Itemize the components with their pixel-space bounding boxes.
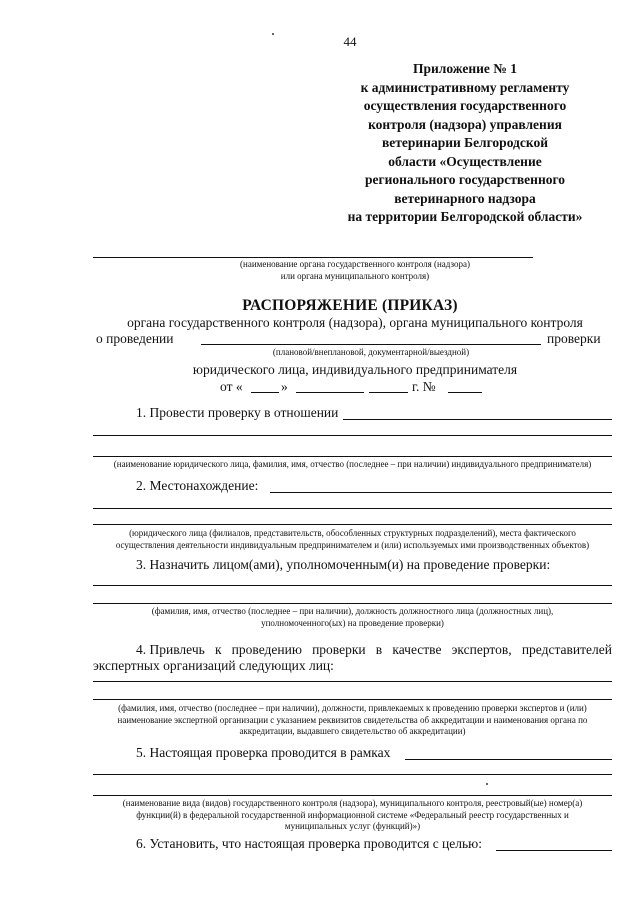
item1-caption: (наименование юридического лица, фамилия, имя, отчество (последнее – при наличии) индивидуального предпринимателя) <box>113 459 592 469</box>
item4-line-1 <box>136 642 612 658</box>
date-month-field[interactable] <box>296 392 364 393</box>
item5-caption-line: муниципальных услуг (функций)») <box>284 821 421 831</box>
appendix-line: ветеринарного надзора <box>394 190 536 206</box>
authority-name-line[interactable] <box>93 257 533 258</box>
appendix-line: Приложение № 1 <box>413 61 517 76</box>
item4-line-b[interactable] <box>93 699 612 700</box>
appendix-line: на территории Белгородской области» <box>347 209 583 224</box>
item2-inline-field[interactable] <box>270 492 612 493</box>
item2-caption-line: (юридического лица (филиалов, представительств, обособленных структурных подразделений), места фактического <box>129 528 576 538</box>
authority-caption <box>180 259 530 282</box>
scan-speck <box>486 783 488 785</box>
item2-line-2[interactable] <box>93 508 612 509</box>
inspection-type-field[interactable] <box>201 344 541 345</box>
item6-inline-field[interactable] <box>496 850 612 851</box>
authority-caption-line: или органа муниципального контроля) <box>280 270 430 281</box>
item4-word: экспертов, <box>451 642 512 657</box>
item3-text: 3. Назначить лицом(ами), уполномоченным(и) на проведение проверки: <box>136 557 551 572</box>
appendix-line: области «Осуществление <box>388 153 542 169</box>
item5-caption-line: (наименование вида (видов) государственного контроля (надзора), муниципального контроля, реестровый(ые) номер(а) <box>122 798 583 808</box>
date-day-field[interactable] <box>251 392 279 393</box>
item2-caption-line: осуществления деятельности индивидуальным предпринимателем и (или) используемых ими производственных объектов) <box>115 539 590 550</box>
item1-line-2[interactable] <box>93 435 612 436</box>
inspection-type-caption: (плановой/внеплановой, документарной/выездной) <box>272 347 470 357</box>
date-year-suffix: г. № <box>412 379 436 394</box>
item4-caption-line: аккредитации, выдавшего свидетельство об аккредитации) <box>239 726 466 736</box>
appendix-line: осуществления государственного <box>363 98 567 113</box>
document-subtitle: органа государственного контроля (надзора), органа муниципального контроля <box>127 315 583 330</box>
item4-word: проверки <box>312 642 366 657</box>
item3-line-1[interactable] <box>93 585 612 586</box>
item1-line-3[interactable] <box>93 456 612 457</box>
item4-line-2: экспертных организаций следующих лиц: <box>93 658 334 673</box>
item3-caption-line: (фамилия, имя, отчество (последнее – при наличии), должность должностного лица (должностных лиц), <box>151 606 554 616</box>
appendix-header <box>300 60 630 227</box>
item1-inline-field[interactable] <box>343 419 612 420</box>
date-from-label: от « <box>220 379 243 394</box>
conducting-suffix: проверки <box>547 331 601 346</box>
item3-line-2[interactable] <box>93 603 612 604</box>
item5-line-2[interactable] <box>93 774 612 775</box>
item5-caption-line: функции(й) в федеральной государственной информационной системе «Федеральный реестр государственных и <box>136 809 569 820</box>
item4-caption-line: наименование экспертной организации с указанием реквизитов свидетельства об аккредитации и наименования органа по <box>117 714 588 725</box>
item1-text: 1. Провести проверку в отношении <box>136 405 339 420</box>
date-year-field[interactable] <box>369 392 408 393</box>
appendix-line: к административному регламенту <box>360 79 570 95</box>
item4-word: представителей <box>521 642 612 657</box>
item4-word: к <box>214 642 222 657</box>
item5-inline-field[interactable] <box>405 759 612 760</box>
conducting-prefix: о проведении <box>96 331 174 346</box>
item4-caption <box>93 703 612 738</box>
appendix-line: регионального государственного <box>364 172 566 187</box>
item4-word: в <box>375 642 383 657</box>
item3-caption-line: уполномоченного(ых) на проведение проверки) <box>261 617 444 628</box>
entity-line: юридического лица, индивидуального предпринимателя <box>192 362 518 377</box>
item5-caption <box>93 798 612 833</box>
item4-line-a[interactable] <box>93 681 612 682</box>
scan-speck <box>272 33 274 35</box>
item5-line-3[interactable] <box>93 795 612 796</box>
item2-text: 2. Местонахождение: <box>136 478 259 493</box>
item5-text: 5. Настоящая проверка проводится в рамках <box>136 745 391 760</box>
document-title: РАСПОРЯЖЕНИЕ (ПРИКАЗ) <box>242 297 458 314</box>
authority-caption-line: (наименование органа государственного контроля (надзора) <box>240 259 470 269</box>
item4-word: 4. Привлечь <box>136 642 205 657</box>
order-number-field[interactable] <box>448 392 482 393</box>
item6-text: 6. Установить, что настоящая проверка проводится с целью: <box>136 836 483 851</box>
item3-caption <box>93 606 612 629</box>
item2-line-3[interactable] <box>93 524 612 525</box>
item2-caption <box>93 528 612 551</box>
date-close-quote: » <box>281 379 288 394</box>
page-number: 44 <box>343 34 357 49</box>
item4-word: качестве <box>392 642 442 657</box>
item4-caption-line: (фамилия, имя, отчество (последнее – при наличии), должности, привлекаемых к проведению проверки экспертов и (или) <box>118 703 587 713</box>
appendix-line: ветеринарии Белгородской <box>381 135 548 150</box>
appendix-line: контроля (надзора) управления <box>368 116 562 132</box>
item4-word: проведению <box>231 642 302 657</box>
